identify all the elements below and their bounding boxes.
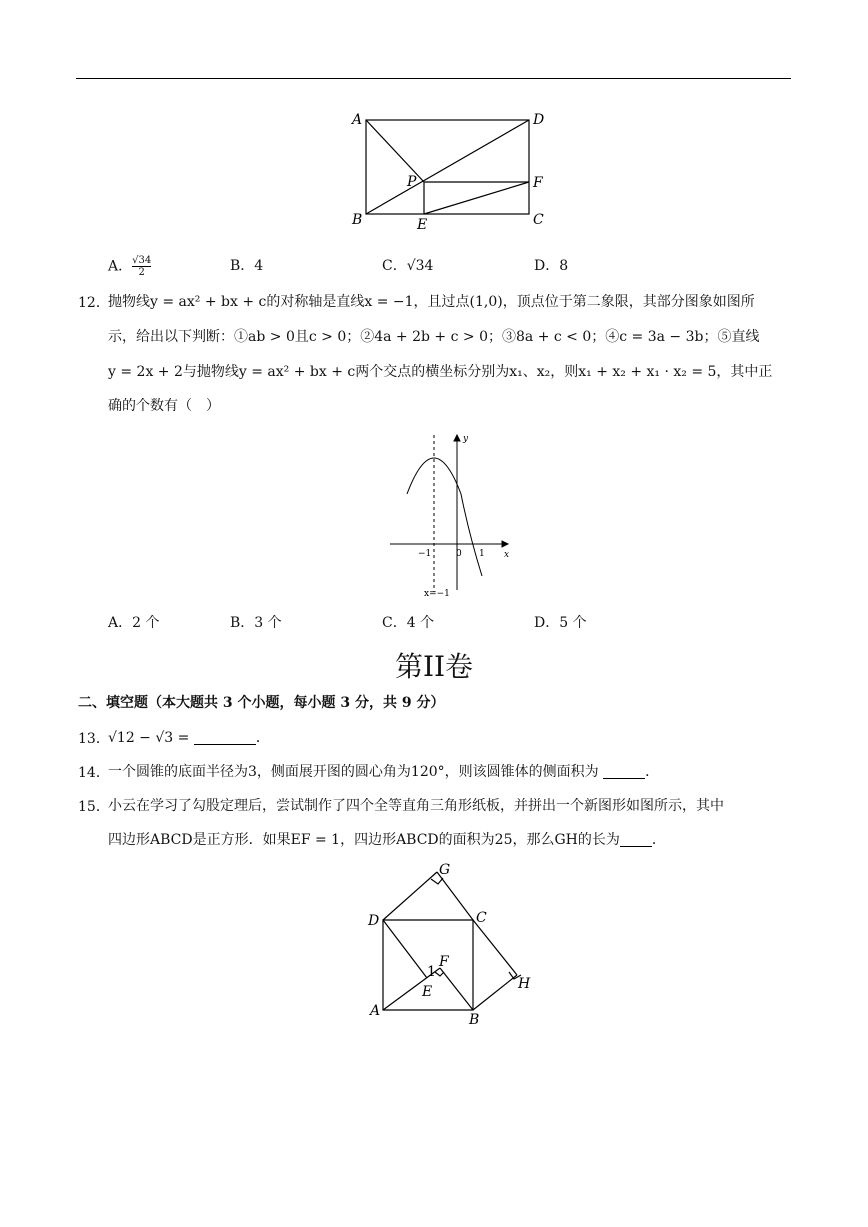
segment-de bbox=[383, 920, 427, 978]
segment-hb bbox=[473, 975, 517, 1010]
option-letter: B． bbox=[230, 258, 255, 274]
q14-text: 一个圆锥的底面半径为3，侧面展开图的圆心角为120°，则该圆锥体的侧面积为 bbox=[108, 764, 604, 780]
q12-option-b[interactable] bbox=[230, 612, 282, 632]
q12-line-2: 示，给出以下判断：①ab > 0且c > 0；②4a + 2b + c > 0；③8a + c < 0；④c = 3a − 3b；⑤直线 bbox=[108, 329, 760, 345]
label-a: A bbox=[370, 1003, 381, 1019]
right-angle-g bbox=[431, 878, 443, 884]
label-x: x bbox=[504, 550, 510, 560]
label-c: C bbox=[533, 212, 544, 228]
q15-line-end: ． bbox=[651, 832, 666, 848]
part-2-title: 第II卷 bbox=[394, 650, 474, 683]
option-letter: A． bbox=[108, 258, 133, 275]
q14-answer-blank[interactable] bbox=[603, 764, 645, 779]
label-f: F bbox=[439, 954, 449, 970]
label-p: P bbox=[407, 174, 417, 190]
option-value: 4 个 bbox=[406, 615, 435, 631]
label-neg1: −1 bbox=[418, 549, 432, 559]
option-value: 4 bbox=[254, 258, 264, 274]
label-zero: 0 bbox=[456, 549, 462, 559]
q13-line: √12 − √3 = ． bbox=[108, 730, 270, 746]
fraction bbox=[132, 255, 151, 278]
label-y: y bbox=[463, 434, 469, 444]
option-letter: D． bbox=[534, 258, 560, 274]
fraction-denominator: 2 bbox=[138, 267, 145, 278]
segment-fb bbox=[440, 968, 473, 1010]
q12-option-a[interactable] bbox=[108, 612, 159, 632]
x-axis-arrow bbox=[502, 541, 508, 547]
option-letter: D． bbox=[534, 615, 560, 631]
label-one: 1 bbox=[427, 964, 436, 980]
q14-number: 14． bbox=[78, 765, 110, 781]
q11-figure bbox=[340, 105, 555, 235]
q15-line-1: 小云在学习了勾股定理后，尝试制作了四个全等直角三角形纸板，并拼出一个新图形如图所示，其中 bbox=[108, 798, 724, 814]
right-angle-f bbox=[435, 972, 444, 976]
q15-answer-blank[interactable] bbox=[620, 832, 652, 847]
q12-line-3: y = 2x + 2与抛物线y = ax² + bx + c两个交点的横坐标分别为x₁、x₂，则x₁ + x₂ + x₁ · x₂ = 5，其中正 bbox=[108, 364, 773, 380]
q15-line-2 bbox=[108, 830, 666, 850]
q12-parabola-graph bbox=[390, 430, 520, 600]
q15-number: 15． bbox=[78, 799, 110, 815]
label-one: 1 bbox=[479, 549, 485, 559]
label-f: F bbox=[533, 175, 543, 191]
label-a: A bbox=[352, 112, 363, 128]
q13-number: 13． bbox=[78, 731, 110, 747]
segment-ef bbox=[424, 182, 529, 214]
q14-line: 一个圆锥的底面半径为3，侧面展开图的圆心角为120°，则该圆锥体的侧面积为 ． bbox=[108, 764, 660, 780]
q12-option-d[interactable] bbox=[534, 612, 587, 632]
q11-option-d[interactable] bbox=[534, 255, 568, 275]
q13-text: √12 − √3 = bbox=[108, 730, 194, 746]
segment-ap bbox=[366, 120, 424, 182]
q15-text: 四边形ABCD是正方形．如果EF = 1，四边形ABCD的面积为25，那么GH的长为 bbox=[108, 832, 620, 848]
option-letter: A． bbox=[108, 615, 133, 631]
q13-answer-blank[interactable] bbox=[194, 730, 256, 745]
label-h: H bbox=[518, 976, 531, 992]
header-rule bbox=[76, 78, 791, 79]
segment-dg bbox=[383, 872, 437, 920]
segment-bd bbox=[366, 120, 529, 214]
label-d: D bbox=[368, 913, 380, 929]
q15-figure bbox=[360, 858, 540, 1028]
label-e: E bbox=[422, 984, 433, 1000]
y-axis-arrow bbox=[454, 435, 460, 441]
option-letter: B． bbox=[230, 615, 255, 631]
label-axis: x=−1 bbox=[424, 589, 450, 599]
option-value: 5 个 bbox=[559, 615, 587, 631]
option-value: 2 个 bbox=[132, 615, 160, 631]
section-2-header: 二、填空题（本大题共 3 个小题，每小题 3 分，共 9 分） bbox=[78, 695, 445, 711]
label-c: C bbox=[476, 910, 487, 926]
option-value: 8 bbox=[559, 258, 569, 274]
option-letter: C． bbox=[382, 258, 407, 274]
q11-option-a[interactable] bbox=[108, 255, 151, 278]
q12-line-1: 抛物线y = ax² + bx + c的对称轴是直线x = −1，且过点(1,0)，顶点位于第二象限，其部分图象如图所 bbox=[108, 294, 755, 310]
label-b: B bbox=[469, 1012, 480, 1028]
fraction-numerator: √34 bbox=[132, 255, 152, 266]
q12-option-c[interactable] bbox=[382, 612, 434, 632]
segment-ch bbox=[473, 920, 517, 975]
q11-option-c[interactable] bbox=[382, 255, 433, 275]
label-e: E bbox=[417, 217, 428, 233]
label-g: G bbox=[439, 862, 451, 878]
label-d: D bbox=[533, 112, 545, 128]
q12-line-4: 确的个数有（ ） bbox=[108, 398, 220, 414]
option-letter: C． bbox=[382, 615, 407, 631]
q12-number: 12． bbox=[78, 295, 110, 311]
option-value: √34 bbox=[406, 258, 434, 274]
label-b: B bbox=[352, 212, 363, 228]
q11-option-b[interactable] bbox=[230, 255, 263, 275]
option-value: 3 个 bbox=[254, 615, 282, 631]
